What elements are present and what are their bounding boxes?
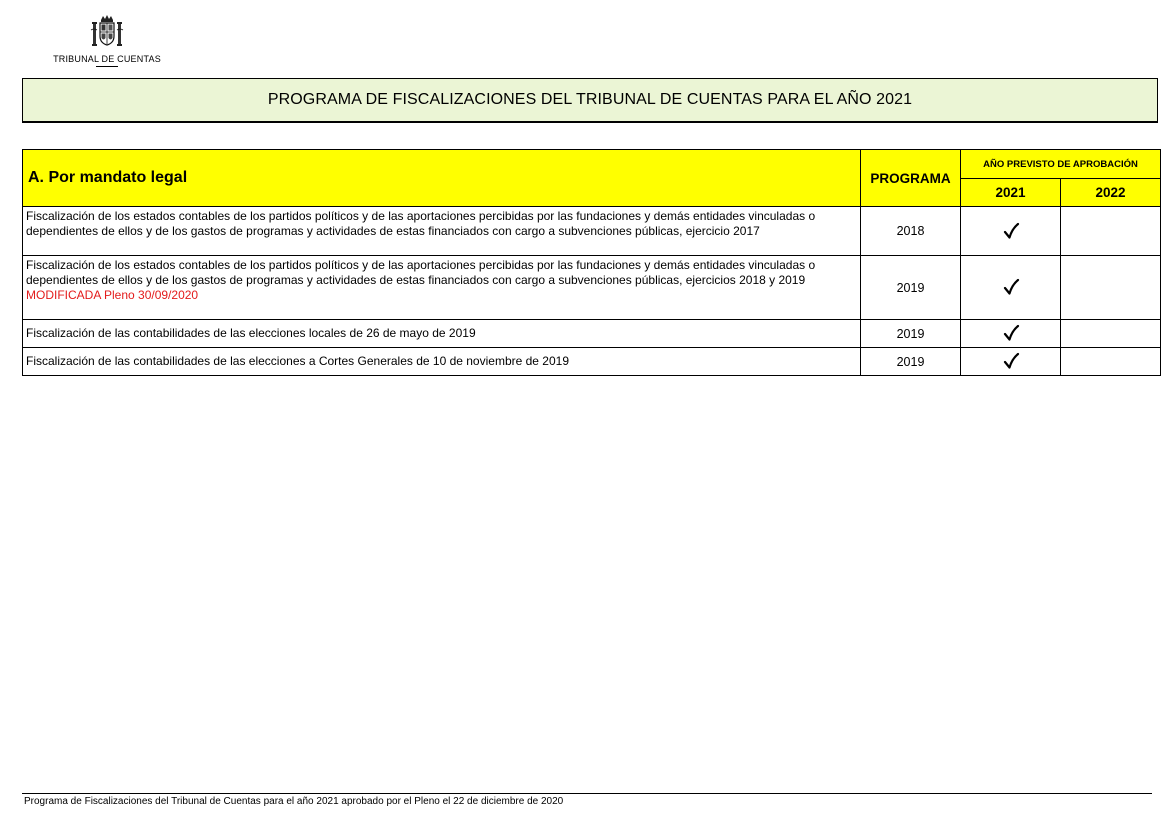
row-approval-2021: [961, 256, 1061, 320]
year-column-header-2022: 2022: [1061, 179, 1161, 207]
checkmark-icon: [1002, 278, 1020, 296]
row-approval-2021: [961, 320, 1061, 348]
table-row: [23, 256, 1161, 320]
page-title: PROGRAMA DE FISCALIZACIONES DEL TRIBUNAL DE CUENTAS PARA EL AÑO 2021: [267, 91, 913, 108]
row-approval-2022: [1061, 348, 1161, 376]
row-programa: 2018: [861, 207, 961, 256]
checkmark-icon: [1002, 222, 1020, 240]
row-description: [23, 256, 861, 320]
row-approval-2022: [1061, 256, 1161, 320]
programa-column-header: PROGRAMA: [861, 150, 961, 207]
footer-text: Programa de Fiscalizaciones del Tribunal de Cuentas para el año 2021 aprobado por el Pleno el 22 de diciembre de 2020: [24, 796, 564, 807]
row-approval-2022: [1061, 320, 1161, 348]
row-description: [23, 348, 861, 376]
table-row: [23, 320, 1161, 348]
approval-year-header: AÑO PREVISTO DE APROBACIÓN: [961, 150, 1161, 179]
footer-divider: [22, 793, 1152, 794]
description-text: Fiscalización de los estados contables de los partidos políticos y de las aportaciones percibidas por las fundaciones y demás entidades vinculadas o dependientes de ellos y de los gastos de programas y actividades de estas financiados con cargo a subvenciones públicas, ejercicio 2017: [26, 209, 816, 238]
page-title-box: [22, 78, 1158, 123]
table-row: [23, 348, 1161, 376]
row-description: [23, 320, 861, 348]
row-programa: 2019: [861, 256, 961, 320]
section-heading: A. Por mandato legal: [23, 150, 861, 207]
programme-table: [22, 149, 1161, 376]
description-text: Fiscalización de las contabilidades de las elecciones a Cortes Generales de 10 de noviembre de 2019: [26, 354, 569, 368]
description-text: Fiscalización de las contabilidades de las elecciones locales de 26 de mayo de 2019: [26, 326, 476, 340]
year-column-header-2021: 2021: [961, 179, 1061, 207]
row-approval-2021: [961, 348, 1061, 376]
org-logo-block: [50, 14, 164, 67]
modification-note: MODIFICADA Pleno 30/09/2020: [26, 288, 199, 302]
description-text: Fiscalización de los estados contables de los partidos políticos y de las aportaciones percibidas por las fundaciones y demás entidades vinculadas o dependientes de ellos y de los gastos de programas y actividades de estas financiados con cargo a subvenciones públicas, ejercicios 2018 y 2019: [26, 258, 816, 287]
org-underline-divider: [96, 66, 118, 67]
table-header-row: [23, 150, 1161, 179]
row-approval-2022: [1061, 207, 1161, 256]
row-approval-2021: [961, 207, 1061, 256]
checkmark-icon: [1002, 324, 1020, 342]
table-row: [23, 207, 1161, 256]
row-programa: 2019: [861, 320, 961, 348]
checkmark-icon: [1002, 352, 1020, 370]
org-name: TRIBUNAL DE CUENTAS: [53, 54, 161, 64]
coat-of-arms-icon: [90, 14, 124, 50]
row-programa: 2019: [861, 348, 961, 376]
row-description: [23, 207, 861, 256]
